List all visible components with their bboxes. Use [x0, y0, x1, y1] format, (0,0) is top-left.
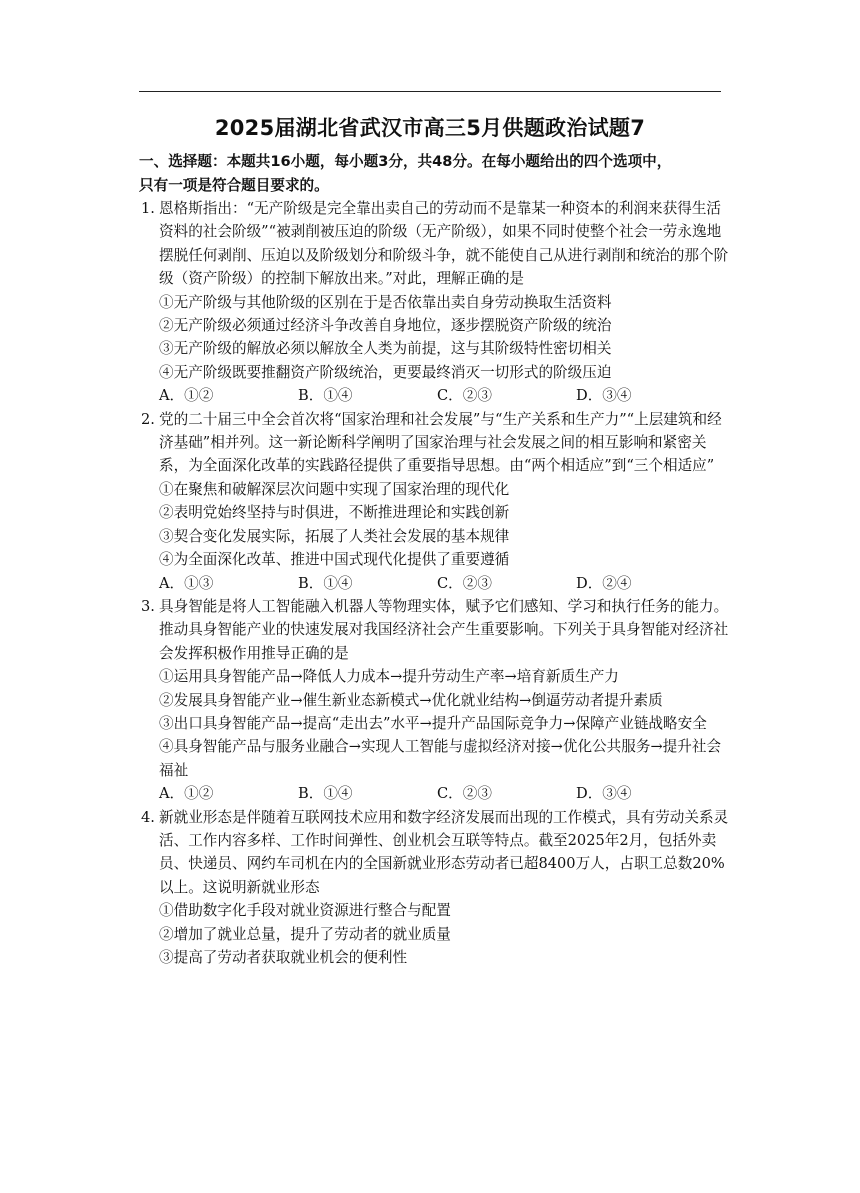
question-2 — [139, 408, 729, 595]
question-number: 1. — [141, 200, 155, 217]
choice-d: D．③④ — [576, 785, 632, 803]
choice-d: D．②④ — [576, 574, 632, 592]
question-stem — [139, 408, 729, 478]
question-stem — [139, 595, 729, 665]
question-3 — [139, 595, 729, 806]
choice-b: B．①④ — [298, 574, 353, 592]
answer-choices — [139, 572, 729, 595]
option-item: ④无产阶级既要推翻资产阶级统治，更要最终消灭一切形式的阶级压迫 — [159, 363, 612, 381]
question-number: 4. — [141, 808, 155, 826]
choice-a: A．①③ — [159, 574, 214, 592]
option-item: ③无产阶级的解放必须以解放全人类为前提，这与其阶级特性密切相关 — [159, 340, 612, 358]
option-item: ③出口具身智能产品→提高“走出去”水平→提升产品国际竞争力→保障产业链战略安全 — [159, 714, 707, 732]
choice-c: C．②③ — [437, 785, 492, 803]
section-heading-line-2: 只有一项是符合题目要求的。 — [139, 176, 329, 194]
choice-c: C．②③ — [437, 574, 492, 592]
page-title: 2025届湖北省武汉市高三5月供题政治试题7 — [214, 116, 646, 140]
question-number: 3. — [141, 597, 155, 615]
option-item: ②增加了就业总量，提升了劳动者的就业质量 — [159, 925, 451, 943]
questions-list — [139, 197, 729, 969]
question-stem — [139, 197, 729, 291]
option-item: ①运用具身智能产品→降低人力成本→提升劳动生产率→培育新质生产力 — [159, 668, 619, 686]
choice-d: D．③④ — [576, 387, 632, 405]
section-heading — [139, 150, 729, 197]
choice-a: A．①② — [159, 387, 214, 405]
option-item: ③提高了劳动者获取就业机会的便利性 — [159, 949, 408, 966]
answer-choices — [139, 782, 729, 805]
question-stem — [139, 806, 729, 900]
question-text: 党的二十届三中全会首次将“国家治理和社会发展”与“生产关系和生产力”“上层建筑和经济基础”相并列。这一新论断科学阐明了国家治理与社会发展之间的相互影响和紧密关系，为全面深化改革的实践路径提供了重要指导思想。由“两个相适应”到“三个相适应” — [159, 410, 722, 475]
section-heading-line-1: 一、选择题：本题共16小题，每小题3分，共48分。在每小题给出的四个选项中， — [139, 153, 672, 170]
option-item: ④为全面深化改革、推进中国式现代化提供了重要遵循 — [159, 551, 510, 569]
question-text: 具身智能是将人工智能融入机器人等物理实体，赋予它们感知、学习和执行任务的能力。推动具身智能产业的快速发展对我国经济社会产生重要影响。下列关于具身智能对经济社会发挥积极作用推导正确的是 — [159, 597, 729, 662]
question-number: 2. — [141, 410, 155, 428]
answer-choices — [139, 384, 729, 407]
choice-a: A．①② — [159, 785, 214, 803]
option-item: ①无产阶级与其他阶级的区别在于是否依靠出卖自身劳动换取生活资料 — [159, 293, 612, 311]
choice-c: C．②③ — [437, 387, 492, 405]
option-item: ①在聚焦和破解深层次问题中实现了国家治理的现代化 — [159, 480, 510, 498]
question-text: 新就业形态是伴随着互联网技术应用和数字经济发展而出现的工作模式，具有劳动关系灵活、工作内容多样、工作时间弹性、创业机会互联等特点。截至2025年2月，包括外卖员、快递员、网约车司机在内的全国新就业形态劳动者已超8400万人，占职工总数20%以上。这说明新就业形态 — [159, 808, 729, 896]
choice-b: B．①④ — [298, 785, 353, 803]
header-rule — [139, 91, 721, 92]
option-item: ①借助数字化手段对就业资源进行整合与配置 — [159, 902, 451, 920]
option-item: ②表明党始终坚持与时俱进，不断推进理论和实践创新 — [159, 504, 510, 522]
choice-b: B．①④ — [298, 387, 353, 405]
option-item: ②无产阶级必须通过经济斗争改善自身地位，逐步摆脱资产阶级的统治 — [159, 317, 612, 335]
option-item: ②发展具身智能产业→催生新业态新模式→优化就业结构→倒逼劳动者提升素质 — [159, 691, 663, 709]
question-text: 恩格斯指出：“无产阶级是完全靠出卖自己的劳动而不是靠某一种资本的利润来获得生活资料的社会阶级”“被剥削被压迫的阶级（无产阶级），如果不同时使整个社会一劳永逸地摆脱任何剥削、压迫以及阶级划分和阶级斗争，就不能使自己从进行剥削和统治的那个阶级（资产阶级）的控制下解放出来。”对此，理解正确的是 — [159, 200, 729, 288]
question-1 — [139, 197, 729, 408]
question-4 — [139, 806, 729, 970]
option-item: ④具身智能产品与服务业融合→实现人工智能与虚拟经济对接→优化公共服务→提升社会福祉 — [159, 738, 722, 779]
option-item: ③契合变化发展实际，拓展了人类社会发展的基本规律 — [159, 527, 510, 545]
